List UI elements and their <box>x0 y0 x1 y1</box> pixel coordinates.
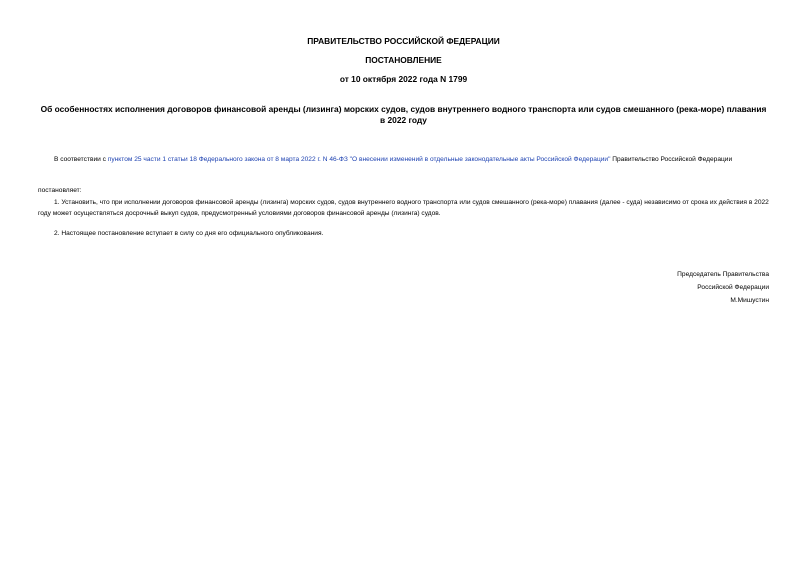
signatory-name: М.Мишустин <box>730 297 769 304</box>
document-title: Об особенностях исполнения договоров финансовой аренды (лизинга) морских судов, судов внутреннего водного транспорта или судов смешанного (река-море) плавания в 2022 году <box>40 104 767 125</box>
government-heading: ПРАВИТЕЛЬСТВО РОССИЙСКОЙ ФЕДЕРАЦИИ <box>307 36 500 46</box>
signatory-position-line2: Российской Федерации <box>697 284 769 291</box>
legal-basis-prefix: В соответствии с <box>54 156 108 163</box>
document-kind-heading: ПОСТАНОВЛЕНИЕ <box>365 55 442 65</box>
decree-item-1: 1. Установить, что при исполнении договоров финансовой аренды (лизинга) морских судов, судов внутреннего водного транспорта или судов смешанного (река-море) плавания (далее - суда) независимо от срока их действия в 2022 году может осуществляться досрочный выкуп судов, предусмотренный условиями договоров финансовой аренды (лизинга) судов. <box>38 199 769 217</box>
decree-item-2: 2. Настоящее постановление вступает в силу со дня его официального опубликования. <box>54 230 324 237</box>
federal-law-link[interactable]: пунктом 25 части 1 статьи 18 Федерального закона от 8 марта 2022 г. N 46-ФЗ "О внесении изменений в отдельные законодательные акты Российской Федерации" <box>107 156 611 163</box>
signature-block <box>509 268 769 307</box>
signatory-position-line1: Председатель Правительства <box>677 271 769 278</box>
decree-word: постановляет: <box>38 187 82 194</box>
legal-basis-paragraph <box>38 154 769 165</box>
document-date-number: от 10 октября 2022 года N 1799 <box>339 74 468 84</box>
legal-basis-suffix: Правительство Российской Федерации <box>610 156 733 163</box>
